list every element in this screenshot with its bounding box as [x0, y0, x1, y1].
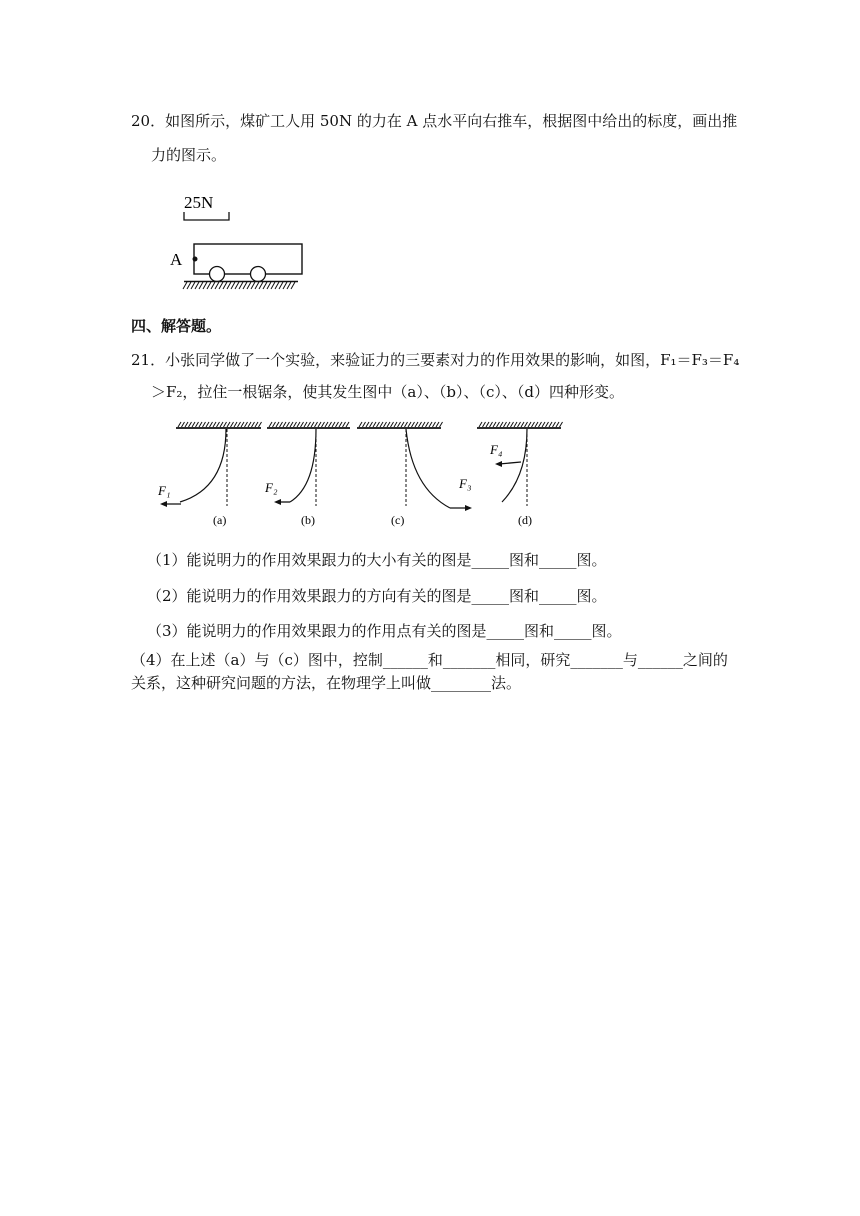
scale-label: 25N [184, 193, 214, 212]
blade-d [502, 429, 527, 502]
ceiling-hatch-b [269, 422, 349, 427]
q20-line1: 20．如图所示，煤矿工人用 50N 的力在 A 点水平向右推车，根据图中给出的标度，画出推 [131, 112, 738, 130]
arrow-f4 [499, 462, 521, 464]
section-heading: 四、解答题。 [131, 317, 222, 335]
cart-body [194, 244, 302, 274]
q21-sub4-line2: 关系，这种研究问题的方法，在物理学上叫做________法。 [131, 674, 522, 692]
wheel-left [210, 267, 225, 282]
arrowhead-f3 [465, 505, 472, 511]
q21-sub4-line1: （4）在上述（a）与（c）图中，控制______和_______相同，研究_______与______之间的 [131, 651, 728, 669]
label-f3: F₃ [459, 476, 472, 491]
point-a-dot [193, 257, 198, 262]
q21-line2: ＞F₂，拉住一根锯条，使其发生图中（a）、（b）、（c）、（d）四种形变。 [151, 383, 624, 401]
blade-a [180, 429, 226, 502]
point-a-label: A [170, 250, 183, 269]
saw-blade-figure [150, 416, 580, 536]
q21-sub3: （3）能说明力的作用效果跟力的作用点有关的图是_____图和_____图。 [147, 622, 622, 640]
wheel-right [251, 267, 266, 282]
scale-bar [184, 212, 229, 220]
q21-sub2: （2）能说明力的作用效果跟力的方向有关的图是_____图和_____图。 [147, 587, 607, 605]
arrowhead-f4 [495, 461, 502, 467]
arrowhead-f2 [274, 499, 281, 505]
ceiling-hatch-a [178, 422, 262, 427]
label-f4: F₄ [490, 442, 503, 457]
caption-a: (a) [213, 513, 227, 527]
caption-c: (c) [391, 513, 405, 527]
q21-line1: 21．小张同学做了一个实验，来验证力的三要素对力的作用效果的影响，如图，F₁＝F₃＝F₄ [131, 351, 740, 369]
arrowhead-f1 [160, 501, 167, 507]
ground-hatch [183, 282, 295, 289]
label-f2: F₂ [265, 480, 278, 495]
q21-sub1: （1）能说明力的作用效果跟力的大小有关的图是_____图和_____图。 [147, 551, 607, 569]
ceiling-hatch-d [479, 422, 563, 427]
caption-d: (d) [518, 513, 532, 527]
blade-c [406, 429, 450, 508]
ceiling-hatch-c [359, 422, 443, 427]
label-f1: F₁ [158, 483, 171, 498]
caption-b: (b) [301, 513, 315, 527]
cart-figure [160, 186, 320, 306]
blade-b [290, 429, 316, 502]
q20-line2: 力的图示。 [151, 146, 227, 164]
